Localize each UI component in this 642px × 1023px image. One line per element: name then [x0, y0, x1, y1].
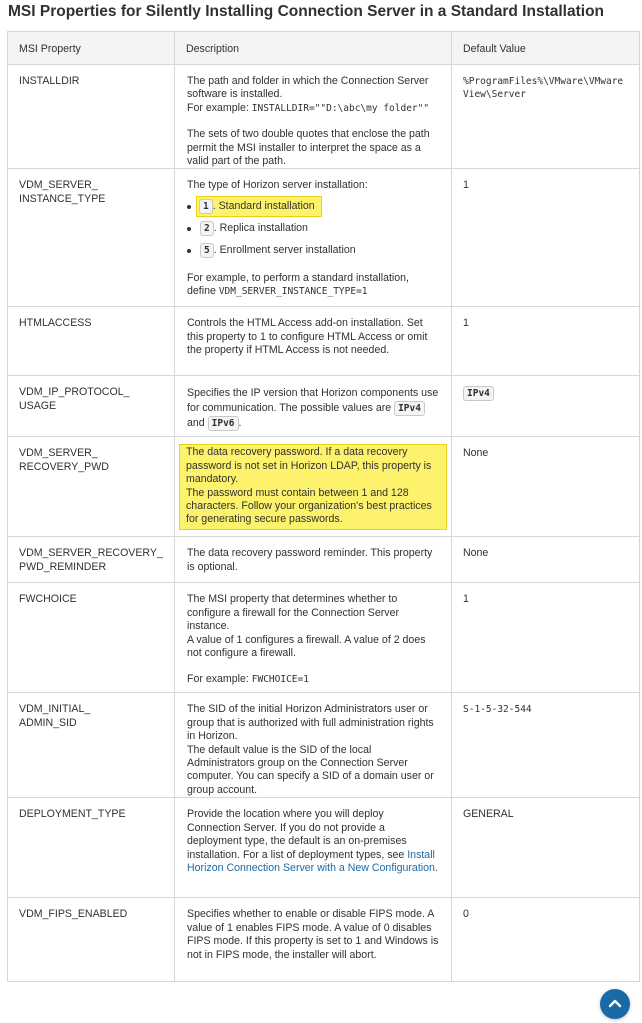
property-name: HTMLACCESS	[8, 307, 175, 376]
property-name: VDM_SERVER_RECOVERY_ PWD_REMINDER	[8, 537, 175, 583]
chevron-up-icon	[608, 995, 622, 1013]
install-horizon-link[interactable]: Install Horizon Connection Server with a New Configuration	[187, 848, 435, 874]
property-description: The type of Horizon server installation: 1 . Standard installation 2 . Replica installation 5 . Enrollment server installation For example, to perform a standard installation, define VDM_SERVER_INSTANCE_TYPE=1	[175, 169, 452, 307]
table-header-row	[8, 32, 640, 65]
table-row	[8, 583, 640, 693]
default-value: 1	[452, 583, 640, 693]
table-row	[8, 437, 640, 537]
default-value: 0	[452, 898, 640, 982]
property-description: The SID of the initial Horizon Administrators user or group that is authorized with full administration rights in Horizon. The default value is the SID of the local Administrators group on the Connection Server computer. You can specify a SID of a domain user or group account.	[175, 693, 452, 798]
property-name: FWCHOICE	[8, 583, 175, 693]
table-row	[8, 169, 640, 307]
header-msi-property: MSI Property	[8, 32, 175, 65]
default-value: S-1-5-32-544	[452, 693, 640, 798]
page-title: MSI Properties for Silently Installing Connection Server in a Standard Installation	[8, 3, 605, 20]
msi-properties-table	[7, 31, 640, 982]
header-default-value: Default Value	[452, 32, 640, 65]
instance-type-list	[187, 196, 439, 262]
property-name: INSTALLDIR	[8, 65, 175, 169]
default-value: None	[452, 537, 640, 583]
table-row	[8, 693, 640, 798]
default-value: 1	[452, 307, 640, 376]
default-value: %ProgramFiles%\VMware\VMware View\Server	[452, 65, 640, 169]
property-description: Controls the HTML Access add-on installation. Set this property to 1 to configure HTML Access or omit the property if HTML Access is not needed.	[175, 307, 452, 376]
default-value: None	[452, 437, 640, 537]
table-row	[8, 376, 640, 437]
table-row	[8, 798, 640, 898]
property-name: VDM_INITIAL_ ADMIN_SID	[8, 693, 175, 798]
table-row	[8, 537, 640, 583]
list-item: 2 . Replica installation	[187, 218, 439, 240]
list-item: 5 . Enrollment server installation	[187, 240, 439, 262]
property-description: The data recovery password reminder. This property is optional.	[175, 537, 452, 583]
header-description: Description	[175, 32, 452, 65]
property-description: The MSI property that determines whether to configure a firewall for the Connection Server instance. A value of 1 configures a firewall. A value of 2 does not configure a firewall. For example: FWCHOICE=1	[175, 583, 452, 693]
property-description	[175, 437, 452, 537]
default-value: 1	[452, 169, 640, 307]
default-value: GENERAL	[452, 798, 640, 898]
property-name: VDM_SERVER_ RECOVERY_PWD	[8, 437, 175, 537]
property-description: Specifies whether to enable or disable FIPS mode. A value of 1 enables FIPS mode. A value of 0 disables FIPS mode. If this property is set to 1 and Windows is not in FIPS mode, the installer will abort.	[175, 898, 452, 982]
table-row	[8, 307, 640, 376]
highlighted-item: 1 . Standard installation	[196, 196, 322, 217]
highlighted-description: The data recovery password. If a data recovery password is not set in Horizon LDAP, this property is mandatory. The password must contain between 1 and 128 characters. Follow your organization's best practices for generating secure passwords.	[179, 444, 447, 529]
default-value: IPv4	[452, 376, 640, 437]
table-row	[8, 898, 640, 982]
property-name: VDM_SERVER_ INSTANCE_TYPE	[8, 169, 175, 307]
property-description: Provide the location where you will deploy Connection Server. If you do not provide a deployment type, the default is an on-premises installation. For a list of deployment types, see Install Horizon Connection Server with a New Configuration.	[175, 798, 452, 898]
scroll-to-top-button[interactable]	[600, 989, 630, 1019]
property-name: DEPLOYMENT_TYPE	[8, 798, 175, 898]
property-description: Specifies the IP version that Horizon components use for communication. The possible values are IPv4 and IPv6 .	[175, 376, 452, 437]
property-description: The path and folder in which the Connection Server software is installed. For example: INSTALLDIR=""D:\abc\my folder"" The sets of two double quotes that enclose the path permit the MSI installer to interpret the space as a valid part of the path.	[175, 65, 452, 169]
table-row	[8, 65, 640, 169]
list-item	[187, 196, 439, 218]
property-name: VDM_FIPS_ENABLED	[8, 898, 175, 982]
property-name: VDM_IP_PROTOCOL_ USAGE	[8, 376, 175, 437]
